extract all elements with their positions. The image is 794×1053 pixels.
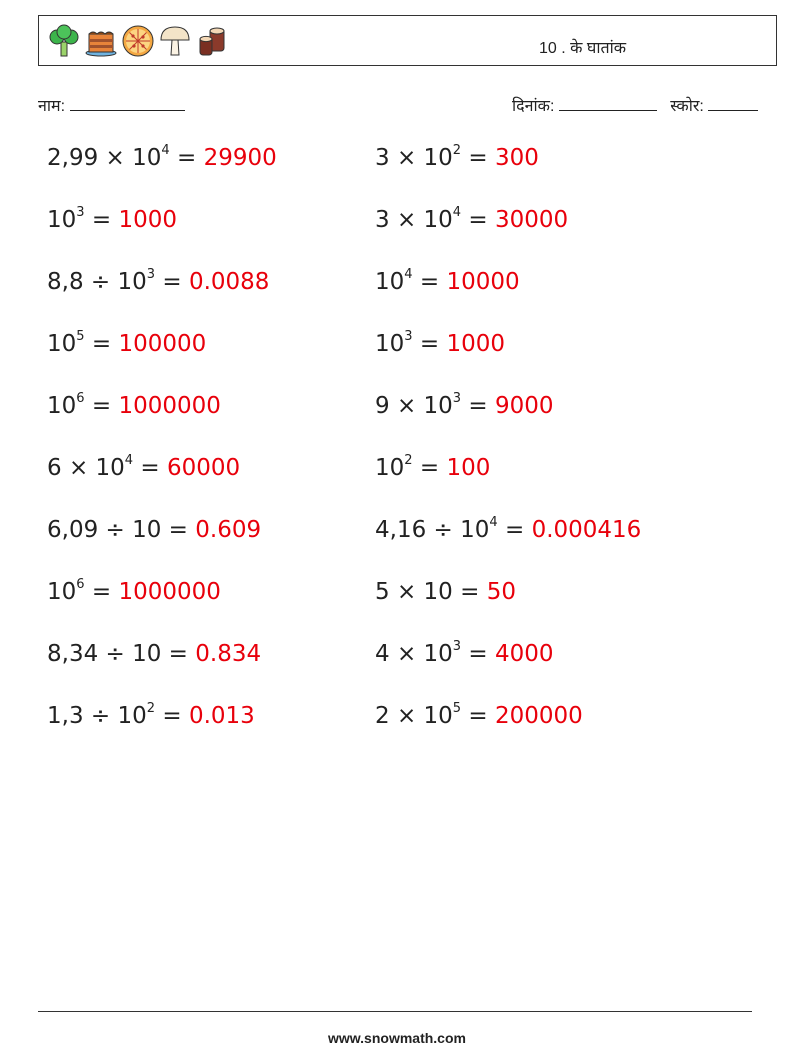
problem-item <box>375 331 505 357</box>
problem-answer: 50 <box>486 579 516 605</box>
problem-answer: 200000 <box>494 703 583 729</box>
problem-answer: 0.609 <box>195 517 262 543</box>
problem-item <box>47 641 261 667</box>
problem-expression: 9 × 10 <box>375 393 453 419</box>
pizza-icon <box>121 24 155 58</box>
problem-item <box>375 703 583 729</box>
worksheet-title: 10 . के घातांक <box>539 40 627 57</box>
problem-answer: 300 <box>494 145 539 171</box>
broccoli-icon <box>47 24 81 58</box>
problem-answer: 1000 <box>118 207 178 233</box>
problem-expression: 8,34 ÷ 10 <box>47 641 162 667</box>
problem-item <box>47 703 255 729</box>
problem-expression: 3 × 10 <box>375 207 453 233</box>
problem-answer: 100 <box>446 455 491 481</box>
equals-sign: = <box>161 641 196 667</box>
problem-item <box>47 517 261 543</box>
equals-sign: = <box>155 703 189 729</box>
equals-sign: = <box>169 145 204 171</box>
problem-item <box>375 517 641 543</box>
problem-item <box>47 393 221 419</box>
footer-divider <box>38 1011 752 1012</box>
name-label: नाम: <box>38 98 66 115</box>
problem-item <box>375 579 516 605</box>
equals-sign: = <box>412 269 447 295</box>
problem-expression: 10 <box>375 331 405 357</box>
cake-icon <box>84 24 118 58</box>
problem-answer: 100000 <box>118 331 207 357</box>
name-blank <box>70 96 185 111</box>
equals-sign: = <box>84 207 119 233</box>
problem-exponent: 3 <box>404 329 413 345</box>
problem-item <box>375 269 520 295</box>
problem-answer: 10000 <box>446 269 520 295</box>
problem-answer: 60000 <box>166 455 241 481</box>
problem-exponent: 2 <box>146 701 156 717</box>
problem-exponent: 4 <box>452 205 462 221</box>
date-label: दिनांक: <box>512 98 555 115</box>
problem-item <box>375 393 554 419</box>
equals-sign: = <box>412 331 447 357</box>
problem-item <box>375 641 554 667</box>
problem-expression: 6 × 10 <box>47 455 125 481</box>
equals-sign: = <box>412 455 447 481</box>
problem-answer: 0.0088 <box>188 269 270 295</box>
problem-exponent: 3 <box>452 639 462 655</box>
equals-sign: = <box>461 145 495 171</box>
equals-sign: = <box>155 269 189 295</box>
problem-exponent: 4 <box>404 267 413 283</box>
problem-answer: 0.834 <box>195 641 262 667</box>
log-roll-icon <box>195 24 229 58</box>
problem-exponent: 2 <box>404 453 413 469</box>
equals-sign: = <box>461 641 495 667</box>
problem-item <box>375 455 490 481</box>
problem-exponent: 4 <box>124 453 134 469</box>
problem-answer: 0.000416 <box>531 517 642 543</box>
problem-item <box>47 331 206 357</box>
problem-expression: 4 × 10 <box>375 641 453 667</box>
problem-answer: 4000 <box>494 641 554 667</box>
problem-expression: 10 <box>375 269 405 295</box>
problem-answer: 1000000 <box>118 393 221 419</box>
equals-sign: = <box>461 207 495 233</box>
equals-sign: = <box>84 579 119 605</box>
date-blank <box>559 96 657 111</box>
equals-sign: = <box>84 331 119 357</box>
problem-expression: 10 <box>47 331 77 357</box>
problem-exponent: 5 <box>76 329 85 345</box>
problem-expression: 1,3 ÷ 10 <box>47 703 147 729</box>
problem-expression: 6,09 ÷ 10 <box>47 517 162 543</box>
problem-answer: 0.013 <box>188 703 255 729</box>
name-field <box>38 94 185 116</box>
equals-sign: = <box>84 393 119 419</box>
problem-item <box>375 145 539 171</box>
footer-url: www.snowmath.com <box>328 1030 466 1046</box>
problem-item <box>47 455 240 481</box>
equals-sign: = <box>461 703 495 729</box>
icon-strip <box>47 22 232 60</box>
problem-expression: 4,16 ÷ 10 <box>375 517 490 543</box>
problem-exponent: 2 <box>452 143 462 159</box>
problem-exponent: 3 <box>76 205 85 221</box>
problem-exponent: 6 <box>76 391 85 407</box>
problem-item <box>47 207 177 233</box>
date-score-field <box>512 94 758 116</box>
problem-item <box>47 579 221 605</box>
problem-expression: 5 × 10 <box>375 579 453 605</box>
problem-exponent: 4 <box>161 143 170 159</box>
problem-expression: 10 <box>47 579 77 605</box>
problem-exponent: 3 <box>452 391 462 407</box>
mushroom-icon <box>158 24 192 58</box>
equals-sign: = <box>133 455 167 481</box>
problem-answer: 9000 <box>494 393 554 419</box>
problem-answer: 29900 <box>203 145 277 171</box>
equals-sign: = <box>452 579 487 605</box>
problem-exponent: 5 <box>452 701 462 717</box>
problem-expression: 2,99 × 10 <box>47 145 162 171</box>
problem-expression: 8,8 ÷ 10 <box>47 269 147 295</box>
problem-exponent: 6 <box>76 577 85 593</box>
problem-item <box>375 207 568 233</box>
problem-item <box>47 145 277 171</box>
problem-answer: 1000 <box>446 331 506 357</box>
problem-item <box>47 269 269 295</box>
equals-sign: = <box>497 517 532 543</box>
problem-exponent: 3 <box>146 267 156 283</box>
problem-expression: 10 <box>47 393 77 419</box>
problem-expression: 10 <box>375 455 405 481</box>
equals-sign: = <box>461 393 495 419</box>
problem-answer: 1000000 <box>118 579 221 605</box>
worksheet-header <box>38 15 777 66</box>
score-blank <box>708 96 758 111</box>
equals-sign: = <box>161 517 196 543</box>
score-label: स्कोर: <box>670 98 704 115</box>
problem-expression: 3 × 10 <box>375 145 453 171</box>
problem-expression: 2 × 10 <box>375 703 453 729</box>
problem-answer: 30000 <box>494 207 569 233</box>
problem-exponent: 4 <box>489 515 498 531</box>
problem-expression: 10 <box>47 207 77 233</box>
